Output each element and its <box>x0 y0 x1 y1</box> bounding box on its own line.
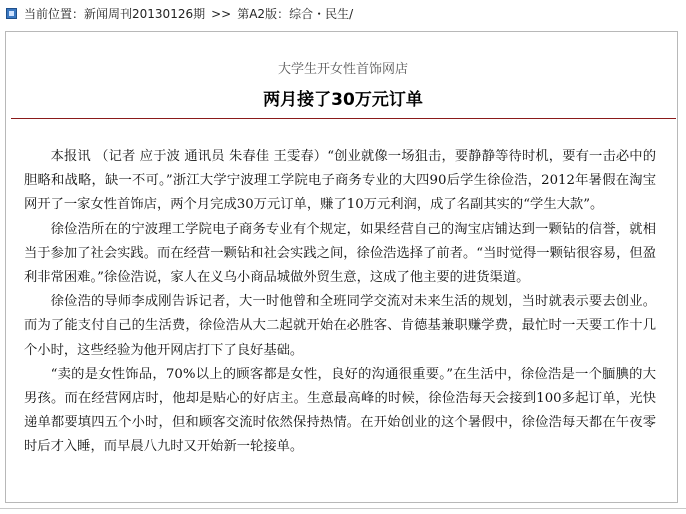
breadcrumb-text <box>24 7 353 21</box>
page-bottom-divider <box>0 508 686 509</box>
article-title: 两月接了30万元订单 <box>263 90 423 110</box>
breadcrumb-issue-link[interactable]: 新闻周刊20130126期 <box>84 7 206 21</box>
article-paragraph: 本报讯 （记者 应于波 通讯员 朱春佳 王雯春）“创业就像一场狙击，要静静等待时机，要有一击必中的胆略和战略，缺一不可。”浙江大学宁波理工学院电子商务专业的大四90后学生徐俭浩，2012年暑假在淘宝网开了一家女性首饰店，两个月完成30万元订单，赚了10万元利润，成了名副其实的“学生大款”。 <box>24 149 656 213</box>
article-paragraph: 徐俭浩的导师李成刚告诉记者，大一时他曾和全班同学交流对未来生活的规划，当时就表示要去创业。而为了能支付自己的生活费，徐俭浩从大二起就开始在必胜客、肯德基兼职赚学费，最忙时一天要工作十几个小时，这些经验为他开网店打下了良好基础。 <box>24 294 656 358</box>
breadcrumb <box>0 0 686 29</box>
title-divider <box>11 118 676 119</box>
breadcrumb-separator: >> <box>211 7 232 21</box>
breadcrumb-label: 当前位置： <box>24 7 85 21</box>
article-paragraph: 徐俭浩所在的宁波理工学院电子商务专业有个规定，如果经营自己的淘宝店铺达到一颗钻的信誉，就相当于参加了社会实践。而在经营一颗钻和社会实践之间，徐俭浩选择了前者。“当时觉得一颗钻很容易，但盈利非常困难。”徐俭浩说，家人在义乌小商品城做外贸生意，这成了他主要的进货渠道。 <box>24 221 656 286</box>
article-body <box>24 145 656 460</box>
breadcrumb-section-link[interactable]: 第A2版：综合・民生/ <box>237 7 354 21</box>
article-paragraph: “卖的是女性饰品，70%以上的顾客都是女性，良好的沟通很重要。”在生活中，徐俭浩是一个腼腆的大男孩。而在经营网店时，他却是贴心的好店主。生意最高峰的时候，徐俭浩每天会接到100多起订单，光快递单都要填四五个小时，但和顾客交流时依然保持热情。在开始创业的这个暑假中，徐俭浩每天都在午夜零时后才入睡，而早晨八九时又开始新一轮接单。 <box>24 366 656 455</box>
location-icon <box>6 8 17 19</box>
article-subtitle: 大学生开女性首饰网店 <box>277 62 408 77</box>
